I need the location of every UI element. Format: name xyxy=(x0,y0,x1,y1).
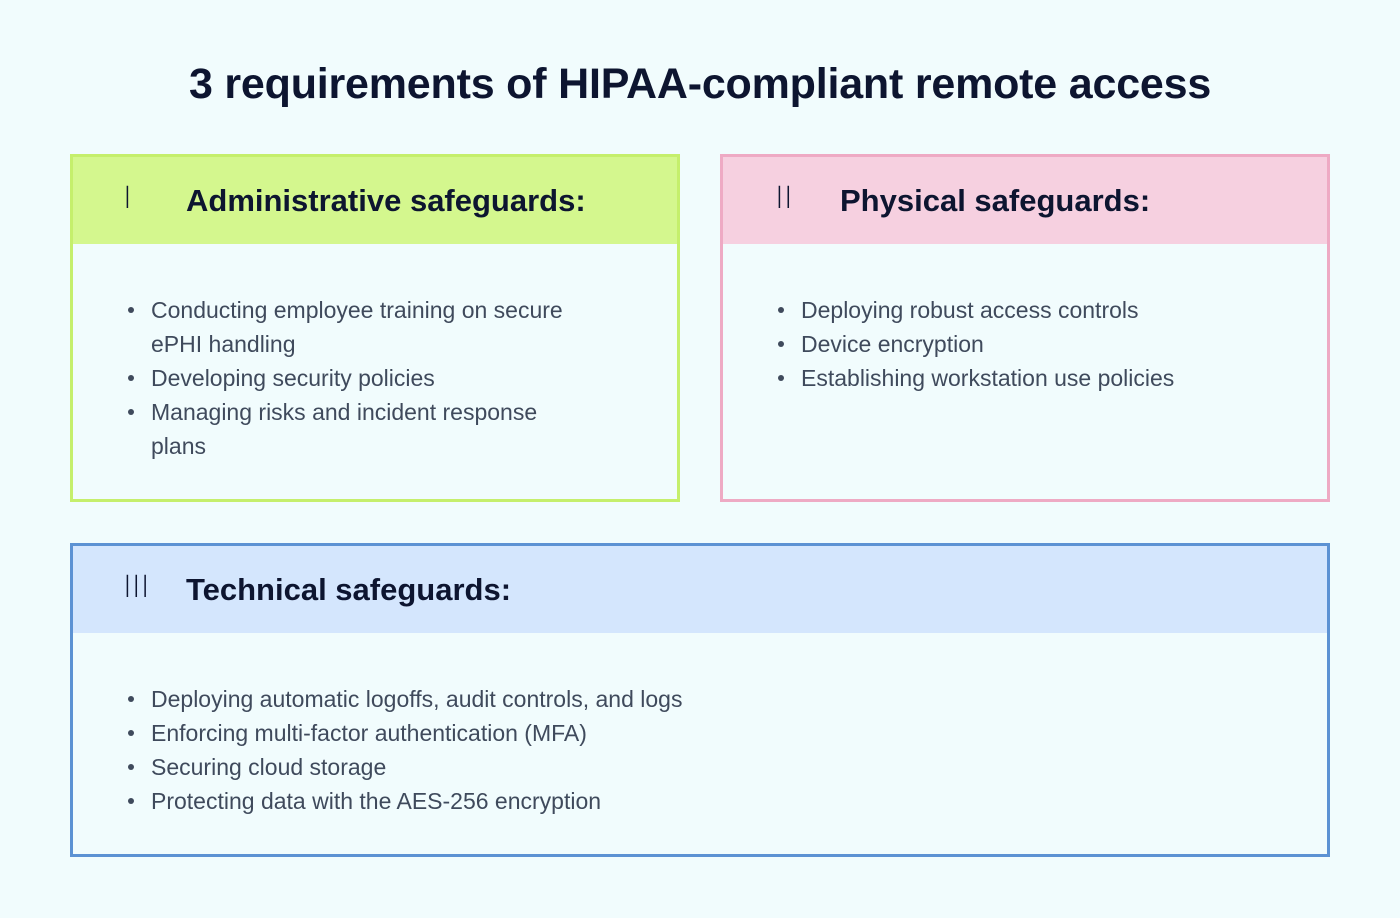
roman-numeral: II xyxy=(775,181,793,216)
list-item: Deploying robust access controls xyxy=(775,293,1275,327)
list-item: Developing security policies xyxy=(125,361,565,395)
list-item: Deploying automatic logoffs, audit controls, and logs xyxy=(125,682,1025,716)
bullet-list xyxy=(775,293,1275,395)
card-physical-safeguards xyxy=(720,154,1330,502)
roman-numeral: III xyxy=(123,570,150,605)
card-heading: Administrative safeguards: xyxy=(186,183,586,218)
card-header xyxy=(73,157,677,244)
list-item: Managing risks and incident response plans xyxy=(125,395,565,463)
card-administrative-safeguards xyxy=(70,154,680,502)
list-item: Protecting data with the AES-256 encryption xyxy=(125,784,1025,818)
card-heading: Technical safeguards: xyxy=(186,572,512,607)
bullet-list xyxy=(125,293,565,463)
card-header xyxy=(723,157,1327,244)
bullet-list xyxy=(125,682,1025,818)
list-item: Securing cloud storage xyxy=(125,750,1025,784)
card-header xyxy=(73,546,1327,633)
list-item: Conducting employee training on secure ePHI handling xyxy=(125,293,565,361)
list-item: Device encryption xyxy=(775,327,1275,361)
list-item: Enforcing multi-factor authentication (MFA) xyxy=(125,716,1025,750)
roman-numeral: I xyxy=(123,181,132,216)
card-technical-safeguards xyxy=(70,543,1330,857)
list-item: Establishing workstation use policies xyxy=(775,361,1275,395)
card-heading: Physical safeguards: xyxy=(840,183,1151,218)
page-title: 3 requirements of HIPAA-compliant remote access xyxy=(188,60,1212,108)
